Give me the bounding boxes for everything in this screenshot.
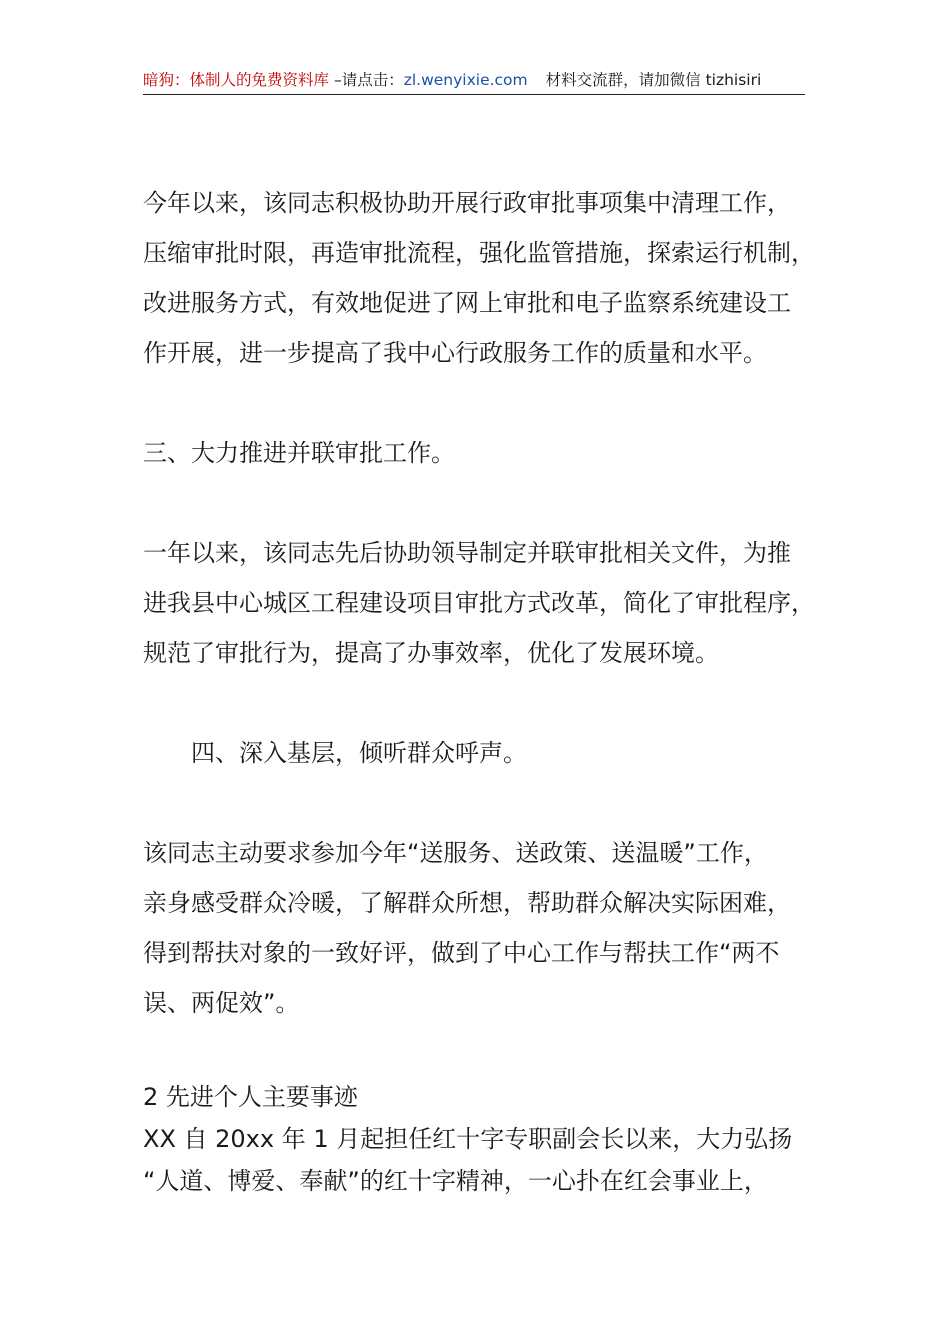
section-two: [143, 1076, 823, 1202]
heading-three: [143, 428, 823, 478]
text-line: 亲身感受群众冷暖，了解群众所想，帮助群众解决实际困难，: [143, 889, 791, 917]
text-line: 今年以来，该同志积极协助开展行政审批事项集中清理工作，: [143, 189, 791, 217]
header-separator: –请点击：: [329, 71, 404, 89]
header-brand: 暗狗：体制人的免费资料库: [143, 71, 330, 89]
text-line: 作开展，进一步提高了我中心行政服务工作的质量和水平。: [143, 339, 767, 367]
heading-four: [143, 728, 823, 778]
document-body: [143, 178, 823, 1028]
text-line: 一年以来，该同志先后协助领导制定并联审批相关文件，为推: [143, 539, 791, 567]
header-contact: 材料交流群，请加微信 tizhisiri: [545, 71, 762, 89]
text-line: 得到帮扶对象的一致好评，做到了中心工作与帮扶工作“两不: [143, 939, 780, 967]
text-line: 规范了审批行为，提高了办事效率，优化了发展环境。: [143, 639, 719, 667]
text-line: 三、大力推进并联审批工作。: [143, 439, 455, 467]
text-line: “人道、博爱、奉献”的红十字精神，一心扑在红会事业上，: [143, 1167, 768, 1195]
page-header: [143, 70, 805, 95]
header-link[interactable]: zl.wenyixie.com: [403, 71, 528, 89]
text-line: XX 自 20xx 年 1 月起担任红十字专职副会长以来，大力弘扬: [143, 1125, 793, 1153]
text-line: 进我县中心城区工程建设项目审批方式改革，简化了审批程序，: [143, 589, 815, 617]
paragraph-review-cleanup: [143, 178, 823, 378]
text-line: 该同志主动要求参加今年“送服务、送政策、送温暖”工作，: [143, 839, 768, 867]
text-line: 压缩审批时限，再造审批流程，强化监管措施，探索运行机制，: [143, 239, 815, 267]
section-two-body: [143, 1118, 823, 1202]
text-line: 四、深入基层，倾听群众呼声。: [191, 739, 527, 767]
text-line: 改进服务方式，有效地促进了网上审批和电子监察系统建设工: [143, 289, 791, 317]
paragraph-parallel-approval: [143, 528, 823, 678]
section-two-title: 2 先进个人主要事迹: [143, 1083, 358, 1111]
paragraph-grassroots: [143, 828, 823, 1028]
text-line: 误、两促效”。: [143, 989, 300, 1017]
